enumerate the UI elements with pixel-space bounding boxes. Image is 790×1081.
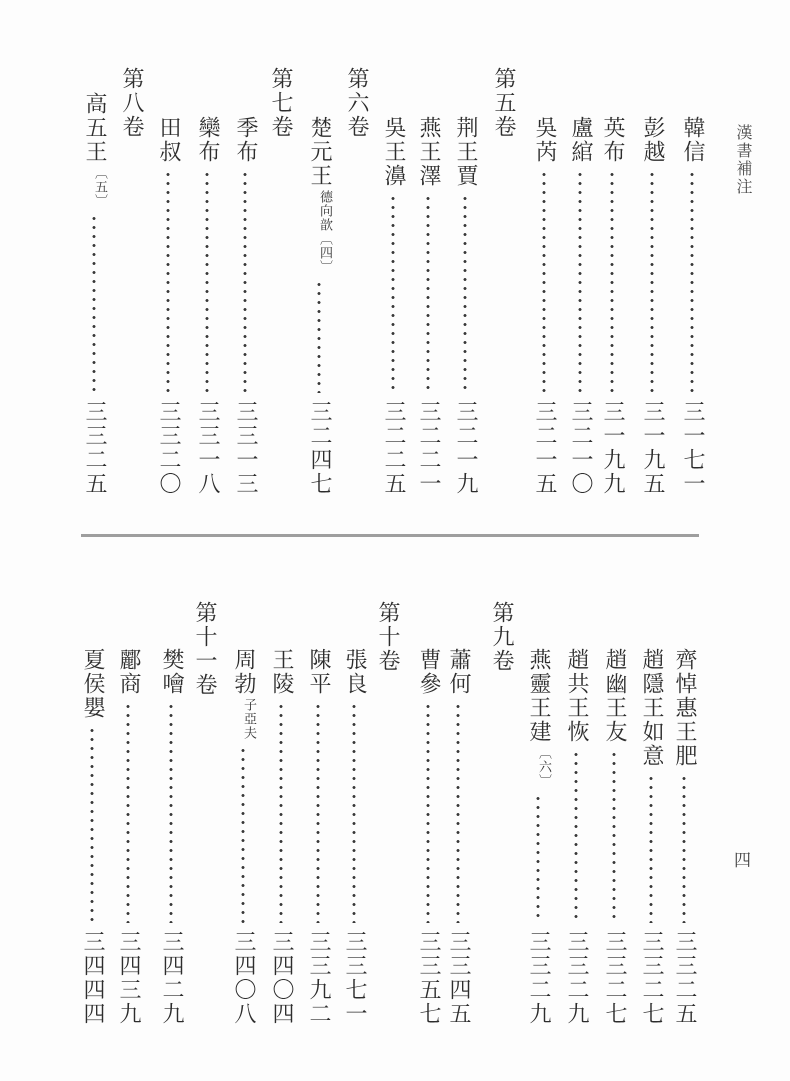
dot-leader: [601, 750, 627, 923]
chapter-title: 第五卷: [492, 67, 517, 139]
entry-annotation: 德向歆〔四〕: [318, 190, 333, 274]
entry-title: 季布: [234, 116, 259, 164]
entry-title: 高五王: [83, 92, 108, 164]
toc-chapter-heading: [490, 67, 516, 139]
toc-entry: [232, 116, 258, 496]
toc-entry: [230, 648, 256, 1026]
toc-chapter-heading: [374, 601, 400, 673]
entry-title: 田叔: [157, 116, 182, 164]
entry-title: 韓信: [681, 116, 706, 164]
dot-leader: [79, 726, 105, 923]
dot-leader: [155, 170, 181, 393]
entry-title: 盧綰: [569, 116, 594, 164]
dot-leader: [194, 170, 220, 393]
entry-page-number: 三三二七: [640, 930, 665, 1026]
toc-entry: [306, 116, 332, 496]
entry-title: 周勃: [232, 648, 257, 696]
dot-leader: [452, 194, 478, 393]
dot-leader: [567, 170, 593, 393]
entry-title: 吳王濞: [382, 116, 407, 188]
entry-title: 燕靈王建: [527, 648, 552, 744]
entry-annotation: 〔五〕: [93, 166, 108, 208]
dot-leader: [380, 194, 406, 393]
entry-annotation: 子亞夫: [242, 698, 257, 740]
toc-entry: [415, 648, 441, 1026]
dot-leader: [445, 702, 471, 923]
entry-title: 張良: [343, 648, 368, 696]
dot-leader: [639, 170, 665, 393]
entry-title: 趙幽王友: [603, 648, 628, 744]
chapter-title: 第六卷: [345, 67, 370, 139]
toc-entry: [305, 648, 331, 1026]
entry-page-number: 三四三九: [117, 930, 142, 1026]
entry-page-number: 三三二五: [83, 400, 108, 496]
entry-title: 荆王賈: [454, 116, 479, 188]
toc-entry: [639, 116, 665, 496]
dot-leader: [81, 214, 107, 393]
toc-entry: [341, 648, 367, 1026]
entry-page-number: 三三四五: [447, 930, 472, 1026]
entry-page-number: 三二一九: [454, 400, 479, 496]
toc-chapter-heading: [488, 601, 514, 673]
dot-leader: [230, 746, 256, 923]
entry-title: 趙隱王如意: [640, 648, 665, 768]
toc-entry: [415, 116, 441, 496]
toc-entry: [194, 116, 220, 496]
toc-entry: [268, 648, 294, 1026]
toc-entry: [567, 116, 593, 496]
toc-entry: [445, 648, 471, 1026]
entry-title: 樊噲: [160, 648, 185, 696]
entry-page-number: 三四〇四: [270, 930, 295, 1026]
dot-leader: [415, 194, 441, 393]
folio-page-number: 四: [734, 851, 751, 870]
toc-entry: [601, 648, 627, 1026]
entry-page-number: 三一七一: [681, 400, 706, 496]
dot-leader: [341, 702, 367, 923]
toc-chapter-heading: [267, 67, 293, 139]
entry-page-number: 三一九五: [641, 400, 666, 496]
entry-page-number: 三二二一: [417, 400, 442, 496]
entry-page-number: 三三二九: [565, 930, 590, 1026]
entry-title: 夏侯嬰: [81, 648, 106, 720]
toc-entry: [158, 648, 184, 1026]
entry-title: 酈商: [117, 648, 142, 696]
toc-entry: [452, 116, 478, 496]
dot-leader: [115, 702, 141, 923]
toc-entry: [671, 648, 697, 1026]
entry-title: 楚元王: [308, 116, 333, 188]
toc-entry: [638, 648, 664, 1026]
chapter-title: 第八卷: [120, 67, 145, 139]
entry-page-number: 三二四七: [308, 400, 333, 496]
toc-entry: [599, 116, 625, 496]
running-head: 漢書補注: [734, 124, 751, 196]
toc-entry: [531, 116, 557, 496]
entry-page-number: 三三七一: [343, 930, 368, 1026]
entry-page-number: 三三九二: [307, 930, 332, 1026]
entry-title: 欒布: [196, 116, 221, 164]
entry-page-number: 三二二五: [382, 400, 407, 496]
toc-entry: [679, 116, 705, 496]
toc-chapter-heading: [343, 67, 369, 139]
entry-title: 曹參: [417, 648, 442, 696]
chapter-title: 第九卷: [490, 601, 515, 673]
toc-chapter-heading: [191, 601, 217, 697]
toc-entry: [525, 648, 551, 1026]
dot-leader: [415, 702, 441, 923]
entry-page-number: 三三二九: [527, 930, 552, 1026]
chapter-title: 第十卷: [376, 601, 401, 673]
entry-page-number: 三三二〇: [157, 400, 182, 496]
entry-title: 燕王澤: [417, 116, 442, 188]
toc-entry: [79, 648, 105, 1026]
entry-page-number: 三二一五: [533, 400, 558, 496]
toc-entry: [380, 116, 406, 496]
dot-leader: [531, 170, 557, 393]
page-divider-line: [81, 534, 699, 537]
entry-page-number: 三三一三: [234, 400, 259, 496]
dot-leader: [232, 170, 258, 393]
toc-entry: [81, 92, 107, 496]
entry-page-number: 三四二九: [160, 930, 185, 1026]
toc-chapter-heading: [118, 67, 144, 139]
chapter-title: 第十一卷: [193, 601, 218, 697]
dot-leader: [638, 774, 664, 923]
entry-title: 齊悼惠王肥: [673, 648, 698, 768]
toc-entry: [563, 648, 589, 1026]
entry-title: 王陵: [270, 648, 295, 696]
entry-page-number: 三三二五: [673, 930, 698, 1026]
dot-leader: [305, 702, 331, 923]
dot-leader: [306, 280, 332, 393]
entry-page-number: 三四〇八: [232, 930, 257, 1026]
dot-leader: [525, 794, 551, 923]
toc-entry: [115, 648, 141, 1026]
chapter-title: 第七卷: [269, 67, 294, 139]
entry-page-number: 三三二七: [603, 930, 628, 1026]
entry-title: 趙共王恢: [565, 648, 590, 744]
dot-leader: [158, 702, 184, 923]
entry-page-number: 三三一八: [196, 400, 221, 496]
entry-title: 吳芮: [533, 116, 558, 164]
dot-leader: [671, 774, 697, 923]
dot-leader: [563, 750, 589, 923]
entry-title: 彭越: [641, 116, 666, 164]
entry-page-number: 三四四四: [81, 930, 106, 1026]
dot-leader: [268, 702, 294, 923]
entry-title: 陳平: [307, 648, 332, 696]
toc-entry: [155, 116, 181, 496]
dot-leader: [679, 170, 705, 393]
entry-title: 蕭何: [447, 648, 472, 696]
entry-page-number: 三一九九: [601, 400, 626, 496]
entry-title: 英布: [601, 116, 626, 164]
entry-page-number: 三二一〇: [569, 400, 594, 496]
entry-annotation: 〔六〕: [537, 746, 552, 788]
entry-page-number: 三三五七: [417, 930, 442, 1026]
dot-leader: [599, 170, 625, 393]
